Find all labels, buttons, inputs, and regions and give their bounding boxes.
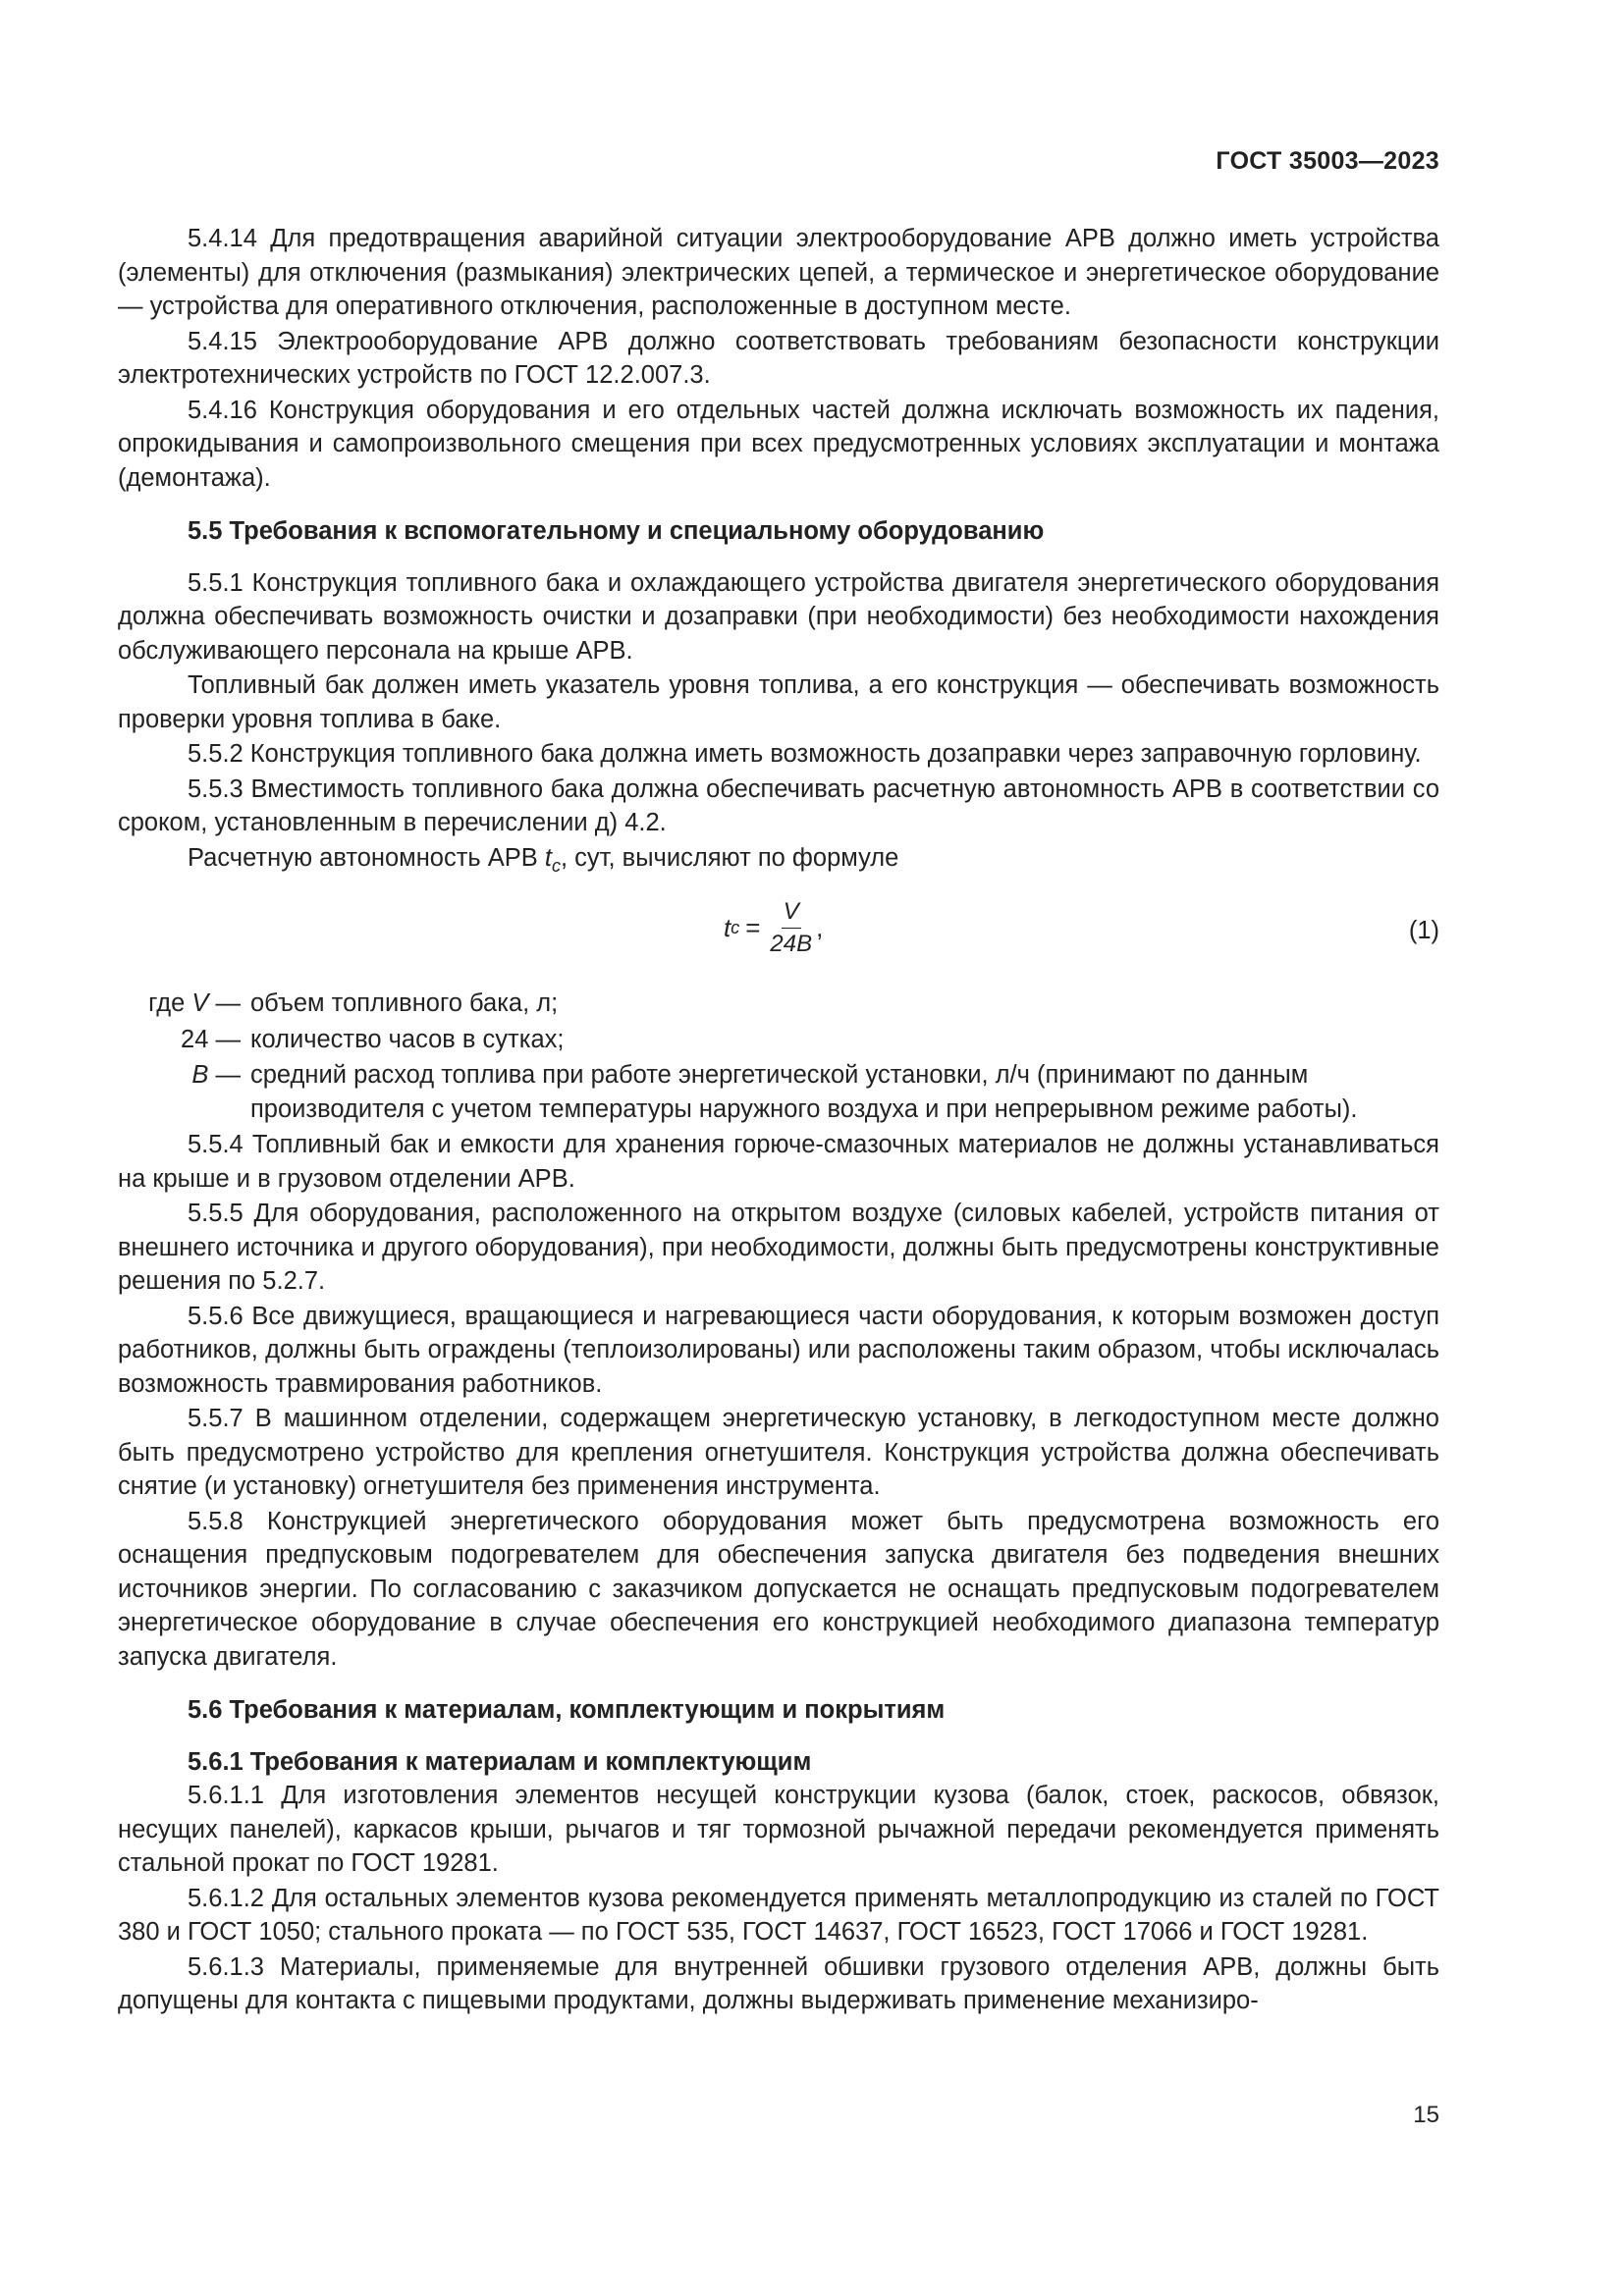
paragraph-5-5-4: 5.5.4 Топливный бак и емкости для хранения горюче-смазочных материалов не должны устанавливаться на крыше и в грузовом отделении АРВ. xyxy=(118,1131,1439,1193)
formula-numerator: V xyxy=(782,898,801,929)
page-number: 15 xyxy=(1413,2102,1439,2128)
where-dash: — xyxy=(208,989,241,1018)
where-symbol: V xyxy=(191,989,209,1018)
paragraph-5-6-1-2: 5.6.1.2 Для остальных элементов кузова рекомендуется применять металлопродукцию из сталей по ГОСТ 380 и ГОСТ 1050; стального проката — по ГОСТ 535, ГОСТ 14637, ГОСТ 16523, ГОСТ 17066 и ГОСТ 19281. xyxy=(118,1884,1439,1947)
where-item-b xyxy=(118,1058,1439,1126)
where-symbol: 24 xyxy=(181,1025,209,1053)
where-prefix: где xyxy=(148,989,192,1018)
formula-trailing: , xyxy=(816,913,824,943)
paragraph-5-4-16: 5.4.16 Конструкция оборудования и его отдельных частей должна исключать возможность их падения, опрокидывания и самопроизвольного смещения при всех предусмотренных условиях эксплуатации и монтажа (демонтажа). xyxy=(118,396,1439,492)
paragraph-5-5-1: 5.5.1 Конструкция топливного бака и охлаждающего устройства двигателя энергетического оборудования должна обеспечивать возможность очистки и дозаправки (при необходимости) без необходимости нахождения обслуживающего персонала на крыше АРВ. xyxy=(118,568,1439,665)
where-symbol-cell xyxy=(118,987,250,1021)
formula-equals: = xyxy=(745,913,761,943)
where-definition: количество часов в сутках; xyxy=(250,1025,565,1053)
page-body xyxy=(118,222,1439,2018)
paragraph-5-5-6: 5.5.6 Все движущиеся, вращающиеся и нагревающиеся части оборудования, к которым возможен доступ работников, должны быть ограждены (теплоизолированы) или расположены таким образом, чтобы исключалась возможность травмирования работников. xyxy=(118,1302,1439,1398)
paragraph-5-4-15: 5.4.15 Электрооборудование АРВ должно соответствовать требованиям безопасности конструкции электротехнических устройств по ГОСТ 12.2.007.3. xyxy=(118,327,1439,389)
where-definition: объем топливного бака, л; xyxy=(250,989,559,1018)
where-definition: средний расход топлива при работе энергетической установки, л/ч (принимают по данным производителя с учетом температуры наружного воздуха и при непрерывном режиме работы). xyxy=(250,1061,1358,1123)
formula-intro-var: t xyxy=(544,843,552,872)
paragraph-5-6-1-3: 5.6.1.3 Материалы, применяемые для внутренней обшивки грузового отделения АРВ, должны быть допущены для контакта с пищевыми продуктами, должны выдерживать применение механизиро- xyxy=(118,1952,1439,2015)
formula-1 xyxy=(118,886,1439,979)
paragraph-5-6-1-1: 5.6.1.1 Для изготовления элементов несущей конструкции кузова (балок, стоек, раскосов, обвязок, несущих панелей), каркасов крыши, рычагов и тяг тормозной рычажной передачи рекомендуется применять стальной прокат по ГОСТ 19281. xyxy=(118,1782,1439,1878)
formula-intro xyxy=(118,841,1439,883)
formula-fraction xyxy=(770,898,812,958)
paragraph-5-5-8: 5.5.8 Конструкцией энергетического оборудования может быть предусмотрена возможность его оснащения предпусковым подогревателем для обеспечения запуска двигателя без подведения внешних источников энергии. По согласованию с заказчиком допускается не оснащать предпусковым подогревателем энергетическое оборудование в случае обеспечения его конструкцией необходимого диапазона температур запуска двигателя. xyxy=(118,1507,1439,1671)
paragraph-5-5-5: 5.5.5 Для оборудования, расположенного на открытом воздухе (силовых кабелей, устройств питания от внешнего источника и другого оборудования), при необходимости, должны быть предусмотрены конструктивные решения по 5.2.7. xyxy=(118,1200,1439,1296)
formula-expression xyxy=(724,898,823,958)
where-symbol-cell xyxy=(118,1023,250,1057)
formula-lhs-var: t xyxy=(724,913,731,943)
formula-number: (1) xyxy=(1408,917,1439,945)
paragraph-5-4-14: 5.4.14 Для предотвращения аварийной ситуации электрооборудование АРВ должно иметь устройства (элементы) для отключения (размыкания) электрических цепей, а термическое и энергетическое оборудование — устройства для оперативного отключения, расположенные в доступном месте. xyxy=(118,225,1439,320)
page-header-doc-id: ГОСТ 35003—2023 xyxy=(1216,147,1439,175)
where-item-24 xyxy=(118,1023,1439,1057)
formula-intro-before: Расчетную автономность АРВ xyxy=(188,843,545,872)
section-heading-5-6-1: 5.6.1 Требования к материалам и комплектующим xyxy=(188,1747,812,1776)
paragraph-5-5-7: 5.5.7 В машинном отделении, содержащем энергетическую установку, в легкодоступном месте должно быть предусмотрено устройство для крепления огнетушителя. Конструкция устройства должна обеспечивать снятие (и установку) огнетушителя без применения инструмента. xyxy=(118,1405,1439,1501)
formula-intro-sub: c xyxy=(551,855,561,876)
formula-denominator: 24B xyxy=(770,931,813,958)
where-symbol: B xyxy=(191,1061,209,1090)
where-item-v xyxy=(118,987,1439,1021)
formula-lhs-sub: c xyxy=(731,918,740,938)
paragraph-5-5-2: 5.5.2 Конструкция топливного бака должна иметь возможность дозаправки через заправочную горловину. xyxy=(188,740,1422,768)
where-dash: — xyxy=(208,1061,241,1090)
where-dash: — xyxy=(208,1025,241,1053)
section-heading-5-5: 5.5 Требования к вспомогательному и специальному оборудованию xyxy=(188,517,1045,545)
paragraph-5-5-3: 5.5.3 Вместимость топливного бака должна обеспечивать расчетную автономность АРВ в соответствии со сроком, установленным в перечислении д) 4.2. xyxy=(118,774,1439,836)
paragraph-fuel-gauge: Топливный бак должен иметь указатель уровня топлива, а его конструкция — обеспечивать возможность проверки уровня топлива в баке. xyxy=(118,671,1439,733)
formula-intro-after: , сут, вычисляют по формуле xyxy=(560,843,899,872)
where-symbol-cell xyxy=(118,1058,250,1126)
section-heading-5-6: 5.6 Требования к материалам, комплектующим и покрытиям xyxy=(188,1696,946,1725)
